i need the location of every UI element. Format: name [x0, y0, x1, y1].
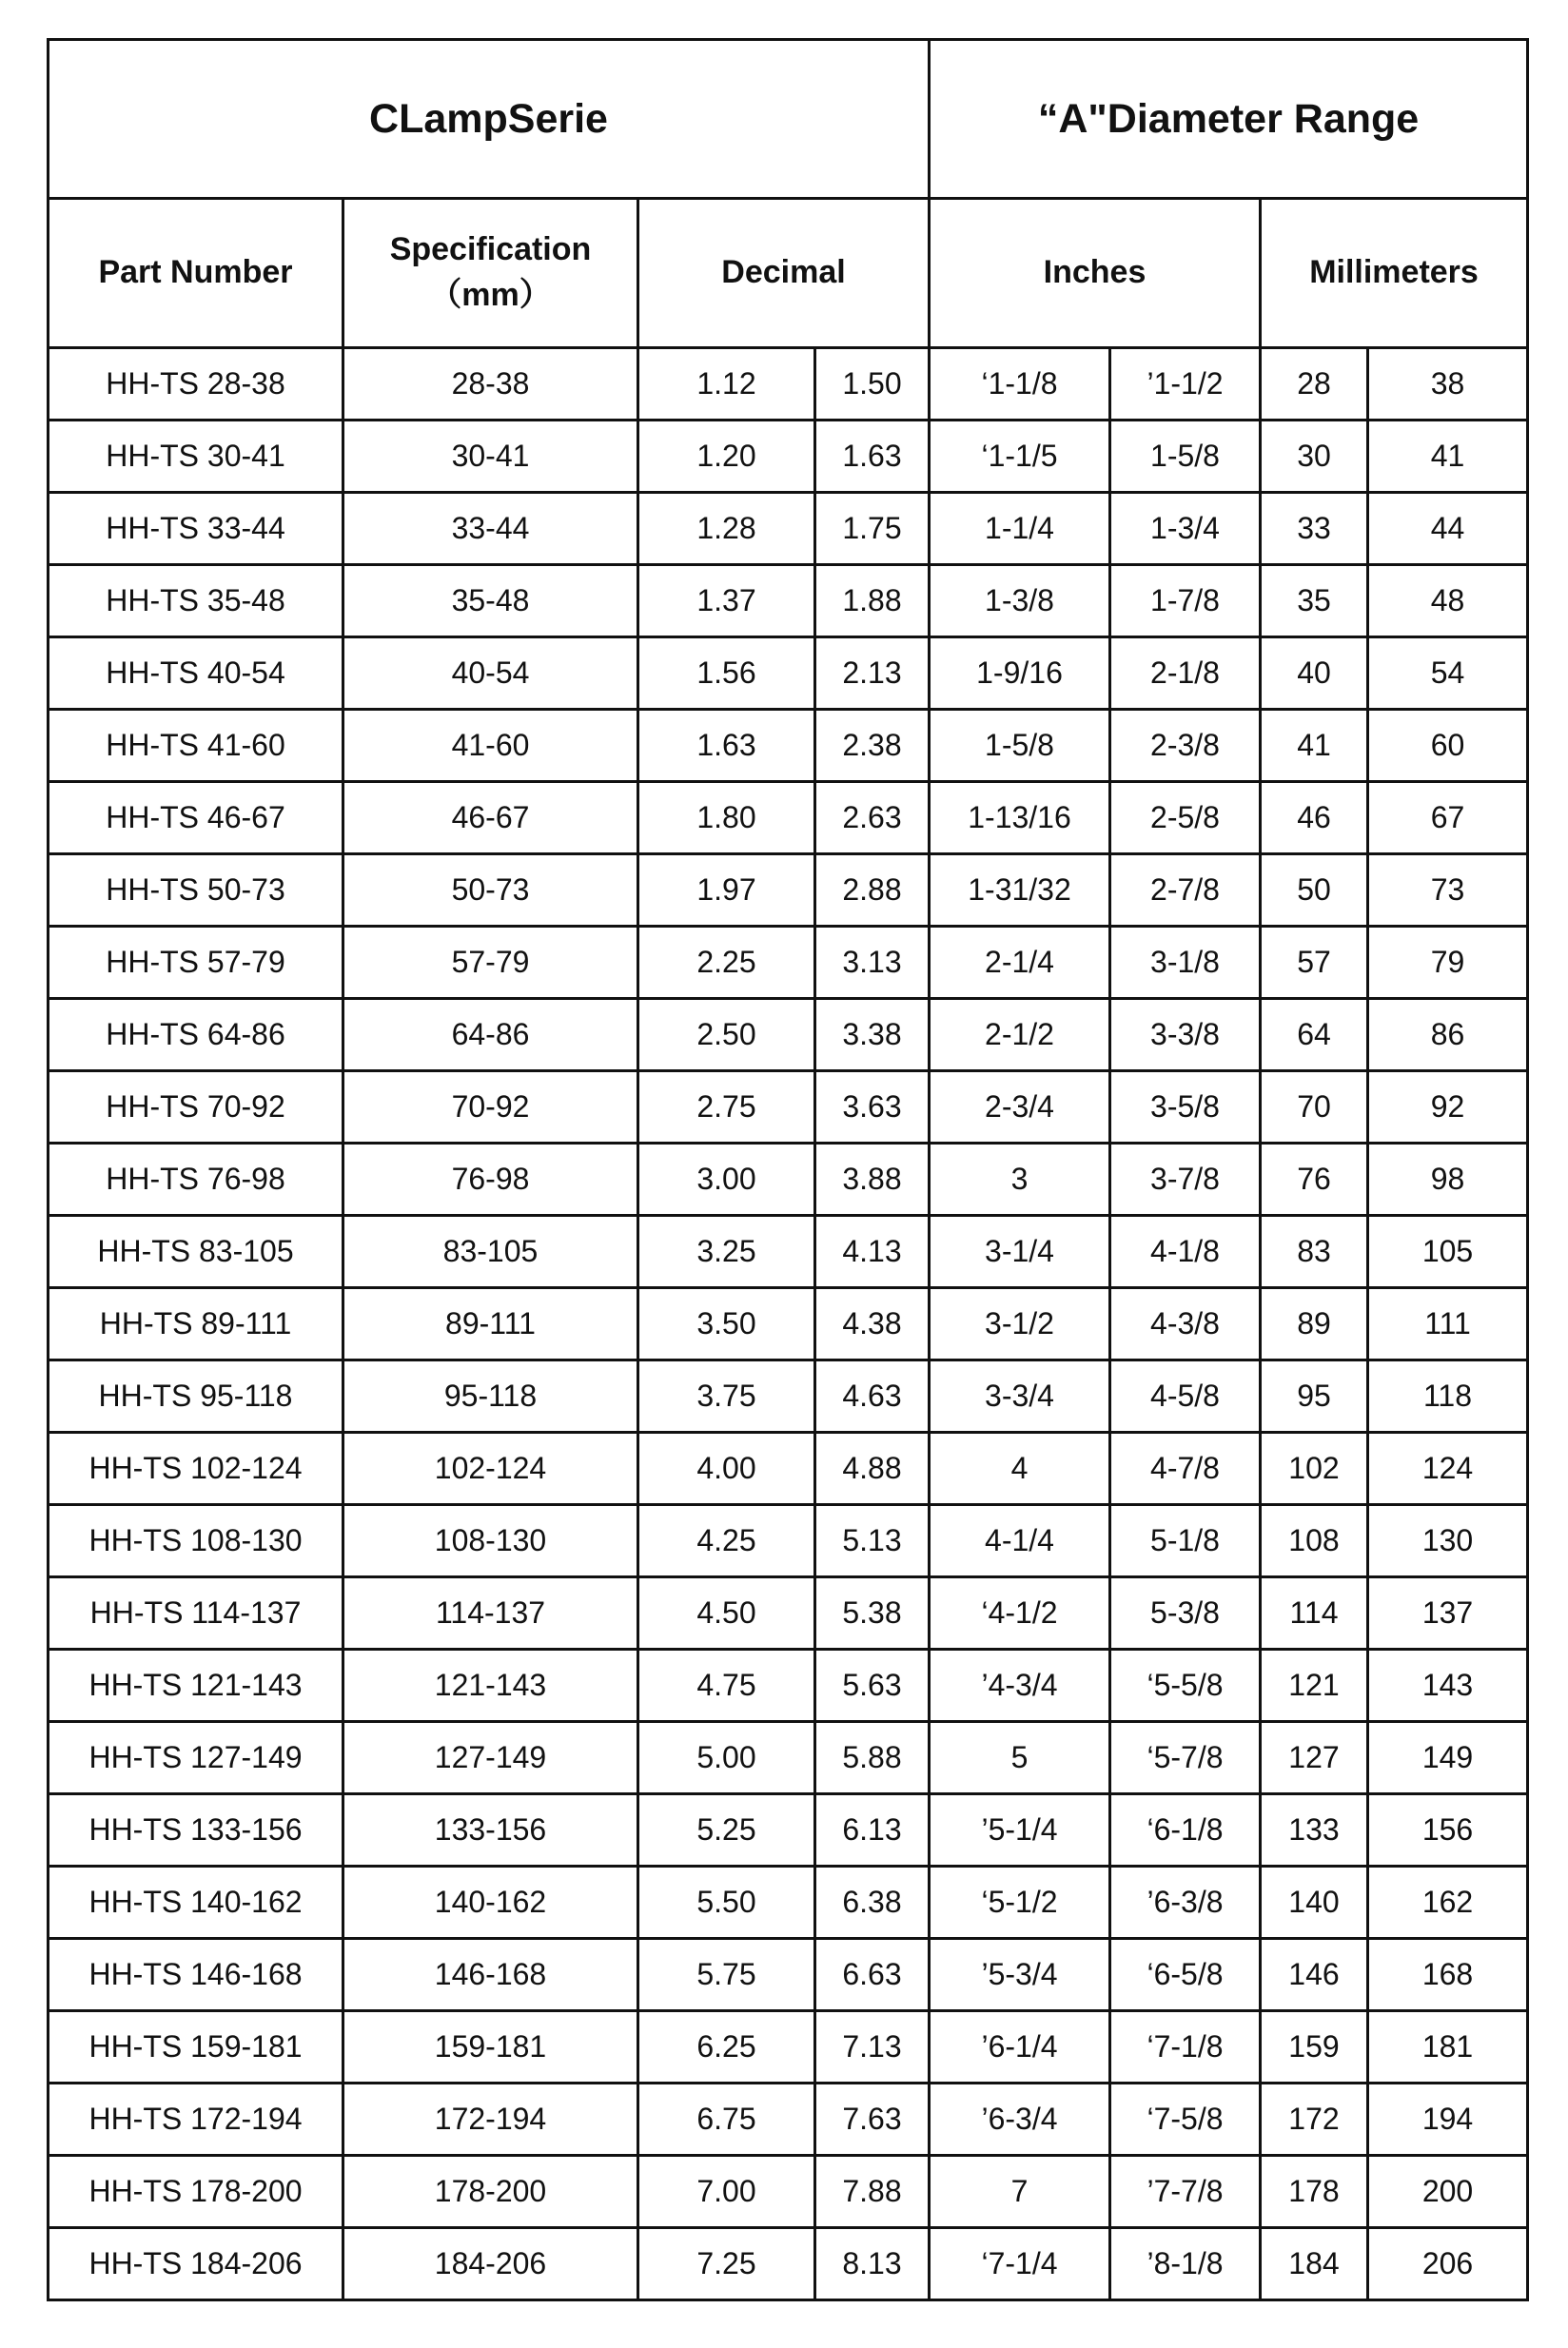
inches-min-cell: 1-13/16 [930, 782, 1110, 854]
specification-cell: 108-130 [343, 1505, 638, 1577]
millimeters-max-cell: 130 [1368, 1505, 1528, 1577]
decimal-max-cell: 2.88 [815, 854, 930, 927]
table-row [49, 1722, 1528, 1794]
decimal-min-cell: 1.20 [638, 421, 815, 493]
table-row [49, 637, 1528, 710]
millimeters-max-cell: 137 [1368, 1577, 1528, 1650]
millimeters-min-cell: 46 [1261, 782, 1368, 854]
millimeters-min-cell: 70 [1261, 1071, 1368, 1144]
specification-cell: 95-118 [343, 1360, 638, 1433]
millimeters-max-cell: 67 [1368, 782, 1528, 854]
inches-max-cell: 2-7/8 [1110, 854, 1261, 927]
specification-cell: 46-67 [343, 782, 638, 854]
table-row [49, 2228, 1528, 2300]
table-row [49, 710, 1528, 782]
title-row [49, 40, 1528, 199]
millimeters-min-cell: 33 [1261, 493, 1368, 565]
part-number-cell: HH-TS 50-73 [49, 854, 343, 927]
specification-cell: 146-168 [343, 1939, 638, 2011]
millimeters-max-cell: 41 [1368, 421, 1528, 493]
inches-max-cell: ’1-1/2 [1110, 348, 1261, 421]
decimal-max-cell: 5.13 [815, 1505, 930, 1577]
decimal-max-cell: 2.38 [815, 710, 930, 782]
millimeters-min-cell: 108 [1261, 1505, 1368, 1577]
millimeters-min-cell: 159 [1261, 2011, 1368, 2084]
decimal-min-cell: 4.75 [638, 1650, 815, 1722]
millimeters-min-cell: 40 [1261, 637, 1368, 710]
specification-cell: 114-137 [343, 1577, 638, 1650]
millimeters-min-cell: 140 [1261, 1867, 1368, 1939]
table-body [49, 348, 1528, 2300]
decimal-min-cell: 5.75 [638, 1939, 815, 2011]
part-number-cell: HH-TS 159-181 [49, 2011, 343, 2084]
table-row [49, 1360, 1528, 1433]
inches-max-cell: 4-5/8 [1110, 1360, 1261, 1433]
millimeters-max-cell: 54 [1368, 637, 1528, 710]
part-number-cell: HH-TS 102-124 [49, 1433, 343, 1505]
decimal-min-cell: 2.75 [638, 1071, 815, 1144]
decimal-min-cell: 1.80 [638, 782, 815, 854]
inches-min-cell: 1-5/8 [930, 710, 1110, 782]
decimal-min-cell: 2.50 [638, 999, 815, 1071]
part-number-cell: HH-TS 57-79 [49, 927, 343, 999]
millimeters-max-cell: 200 [1368, 2156, 1528, 2228]
millimeters-max-cell: 60 [1368, 710, 1528, 782]
specification-cell: 50-73 [343, 854, 638, 927]
inches-max-cell: 3-5/8 [1110, 1071, 1261, 1144]
specification-cell: 41-60 [343, 710, 638, 782]
inches-max-cell: 2-3/8 [1110, 710, 1261, 782]
specification-cell: 140-162 [343, 1867, 638, 1939]
specification-cell: 33-44 [343, 493, 638, 565]
inches-min-cell: 3-1/2 [930, 1288, 1110, 1360]
inches-max-cell: ‘7-5/8 [1110, 2084, 1261, 2156]
millimeters-max-cell: 73 [1368, 854, 1528, 927]
specification-cell: 70-92 [343, 1071, 638, 1144]
millimeters-max-cell: 194 [1368, 2084, 1528, 2156]
decimal-min-cell: 5.50 [638, 1867, 815, 1939]
millimeters-min-cell: 133 [1261, 1794, 1368, 1867]
millimeters-max-cell: 98 [1368, 1144, 1528, 1216]
millimeters-min-cell: 89 [1261, 1288, 1368, 1360]
specification-cell: 127-149 [343, 1722, 638, 1794]
inches-min-cell: 4 [930, 1433, 1110, 1505]
inches-min-cell: ‘7-1/4 [930, 2228, 1110, 2300]
inches-max-cell: ’6-3/8 [1110, 1867, 1261, 1939]
decimal-min-cell: 1.97 [638, 854, 815, 927]
part-number-cell: HH-TS 121-143 [49, 1650, 343, 1722]
inches-max-cell: ‘5-7/8 [1110, 1722, 1261, 1794]
millimeters-min-cell: 83 [1261, 1216, 1368, 1288]
inches-max-cell: 2-1/8 [1110, 637, 1261, 710]
table-row [49, 854, 1528, 927]
millimeters-min-cell: 178 [1261, 2156, 1368, 2228]
decimal-max-cell: 7.13 [815, 2011, 930, 2084]
millimeters-min-cell: 95 [1261, 1360, 1368, 1433]
inches-header: Inches [930, 199, 1261, 348]
millimeters-min-cell: 102 [1261, 1433, 1368, 1505]
specification-cell: 133-156 [343, 1794, 638, 1867]
inches-min-cell: ’5-1/4 [930, 1794, 1110, 1867]
inches-max-cell: ’7-7/8 [1110, 2156, 1261, 2228]
millimeters-max-cell: 162 [1368, 1867, 1528, 1939]
decimal-min-cell: 3.00 [638, 1144, 815, 1216]
table-row [49, 1577, 1528, 1650]
part-number-cell: HH-TS 108-130 [49, 1505, 343, 1577]
inches-max-cell: 4-7/8 [1110, 1433, 1261, 1505]
inches-min-cell: 3-3/4 [930, 1360, 1110, 1433]
decimal-max-cell: 6.38 [815, 1867, 930, 1939]
decimal-min-cell: 4.00 [638, 1433, 815, 1505]
specification-cell: 102-124 [343, 1433, 638, 1505]
millimeters-min-cell: 64 [1261, 999, 1368, 1071]
millimeters-min-cell: 28 [1261, 348, 1368, 421]
specification-cell: 40-54 [343, 637, 638, 710]
inches-min-cell: 2-3/4 [930, 1071, 1110, 1144]
inches-min-cell: ‘1-1/8 [930, 348, 1110, 421]
specification-cell: 159-181 [343, 2011, 638, 2084]
decimal-max-cell: 7.88 [815, 2156, 930, 2228]
decimal-max-cell: 6.13 [815, 1794, 930, 1867]
clamp-spec-table [47, 38, 1529, 2301]
inches-min-cell: ’4-3/4 [930, 1650, 1110, 1722]
part-number-cell: HH-TS 140-162 [49, 1867, 343, 1939]
clamp-series-title: CLampSerie [49, 40, 930, 199]
table-row [49, 2156, 1528, 2228]
specification-cell: 89-111 [343, 1288, 638, 1360]
decimal-min-cell: 7.25 [638, 2228, 815, 2300]
column-header-row [49, 199, 1528, 348]
part-number-header: Part Number [49, 199, 343, 348]
table-row [49, 1144, 1528, 1216]
table-row [49, 782, 1528, 854]
decimal-max-cell: 7.63 [815, 2084, 930, 2156]
part-number-cell: HH-TS 146-168 [49, 1939, 343, 2011]
decimal-min-cell: 4.50 [638, 1577, 815, 1650]
millimeters-header: Millimeters [1261, 199, 1528, 348]
millimeters-max-cell: 44 [1368, 493, 1528, 565]
decimal-min-cell: 1.37 [638, 565, 815, 637]
decimal-max-cell: 5.38 [815, 1577, 930, 1650]
table-row [49, 1071, 1528, 1144]
millimeters-max-cell: 92 [1368, 1071, 1528, 1144]
decimal-min-cell: 3.25 [638, 1216, 815, 1288]
inches-max-cell: ‘6-5/8 [1110, 1939, 1261, 2011]
decimal-max-cell: 5.88 [815, 1722, 930, 1794]
specification-cell: 178-200 [343, 2156, 638, 2228]
part-number-cell: HH-TS 70-92 [49, 1071, 343, 1144]
inches-max-cell: 4-3/8 [1110, 1288, 1261, 1360]
inches-max-cell: ‘5-5/8 [1110, 1650, 1261, 1722]
millimeters-min-cell: 30 [1261, 421, 1368, 493]
inches-max-cell: 5-3/8 [1110, 1577, 1261, 1650]
specification-header [343, 199, 638, 348]
table-row [49, 348, 1528, 421]
decimal-max-cell: 4.13 [815, 1216, 930, 1288]
part-number-cell: HH-TS 95-118 [49, 1360, 343, 1433]
decimal-max-cell: 3.88 [815, 1144, 930, 1216]
decimal-max-cell: 6.63 [815, 1939, 930, 2011]
inches-min-cell: 4-1/4 [930, 1505, 1110, 1577]
millimeters-max-cell: 149 [1368, 1722, 1528, 1794]
table-row [49, 2084, 1528, 2156]
millimeters-max-cell: 181 [1368, 2011, 1528, 2084]
table-row [49, 1794, 1528, 1867]
table-row [49, 1867, 1528, 1939]
millimeters-max-cell: 79 [1368, 927, 1528, 999]
specification-cell: 76-98 [343, 1144, 638, 1216]
inches-min-cell: 1-3/8 [930, 565, 1110, 637]
specification-cell: 35-48 [343, 565, 638, 637]
inches-max-cell: 1-7/8 [1110, 565, 1261, 637]
decimal-min-cell: 5.00 [638, 1722, 815, 1794]
part-number-cell: HH-TS 83-105 [49, 1216, 343, 1288]
decimal-min-cell: 5.25 [638, 1794, 815, 1867]
part-number-cell: HH-TS 89-111 [49, 1288, 343, 1360]
millimeters-max-cell: 168 [1368, 1939, 1528, 2011]
part-number-cell: HH-TS 127-149 [49, 1722, 343, 1794]
millimeters-max-cell: 48 [1368, 565, 1528, 637]
decimal-max-cell: 4.63 [815, 1360, 930, 1433]
decimal-min-cell: 7.00 [638, 2156, 815, 2228]
inches-max-cell: 3-7/8 [1110, 1144, 1261, 1216]
decimal-min-cell: 1.12 [638, 348, 815, 421]
decimal-min-cell: 4.25 [638, 1505, 815, 1577]
specification-cell: 121-143 [343, 1650, 638, 1722]
table-row [49, 1939, 1528, 2011]
inches-min-cell: 3 [930, 1144, 1110, 1216]
millimeters-min-cell: 184 [1261, 2228, 1368, 2300]
inches-max-cell: 3-3/8 [1110, 999, 1261, 1071]
millimeters-min-cell: 121 [1261, 1650, 1368, 1722]
millimeters-max-cell: 38 [1368, 348, 1528, 421]
millimeters-min-cell: 57 [1261, 927, 1368, 999]
part-number-cell: HH-TS 76-98 [49, 1144, 343, 1216]
specification-cell: 64-86 [343, 999, 638, 1071]
table-row [49, 1650, 1528, 1722]
inches-min-cell: ‘4-1/2 [930, 1577, 1110, 1650]
decimal-min-cell: 6.75 [638, 2084, 815, 2156]
millimeters-min-cell: 146 [1261, 1939, 1368, 2011]
inches-max-cell: 4-1/8 [1110, 1216, 1261, 1288]
specification-cell: 83-105 [343, 1216, 638, 1288]
millimeters-min-cell: 41 [1261, 710, 1368, 782]
decimal-max-cell: 3.63 [815, 1071, 930, 1144]
inches-min-cell: 7 [930, 2156, 1110, 2228]
table-row [49, 927, 1528, 999]
part-number-cell: HH-TS 178-200 [49, 2156, 343, 2228]
part-number-cell: HH-TS 172-194 [49, 2084, 343, 2156]
decimal-max-cell: 3.13 [815, 927, 930, 999]
millimeters-min-cell: 172 [1261, 2084, 1368, 2156]
decimal-max-cell: 1.50 [815, 348, 930, 421]
inches-min-cell: 2-1/2 [930, 999, 1110, 1071]
decimal-min-cell: 6.25 [638, 2011, 815, 2084]
inches-max-cell: 3-1/8 [1110, 927, 1261, 999]
inches-min-cell: 3-1/4 [930, 1216, 1110, 1288]
inches-max-cell: 1-5/8 [1110, 421, 1261, 493]
millimeters-min-cell: 76 [1261, 1144, 1368, 1216]
specification-header-label: Specification [389, 231, 592, 268]
decimal-min-cell: 1.28 [638, 493, 815, 565]
decimal-min-cell: 3.75 [638, 1360, 815, 1433]
part-number-cell: HH-TS 41-60 [49, 710, 343, 782]
millimeters-max-cell: 111 [1368, 1288, 1528, 1360]
part-number-cell: HH-TS 184-206 [49, 2228, 343, 2300]
part-number-cell: HH-TS 35-48 [49, 565, 343, 637]
decimal-max-cell: 3.38 [815, 999, 930, 1071]
table-row [49, 493, 1528, 565]
decimal-max-cell: 8.13 [815, 2228, 930, 2300]
millimeters-max-cell: 156 [1368, 1794, 1528, 1867]
table-row [49, 1505, 1528, 1577]
inches-min-cell: 1-1/4 [930, 493, 1110, 565]
decimal-min-cell: 1.56 [638, 637, 815, 710]
decimal-max-cell: 2.13 [815, 637, 930, 710]
inches-max-cell: ’8-1/8 [1110, 2228, 1261, 2300]
millimeters-max-cell: 86 [1368, 999, 1528, 1071]
inches-min-cell: 1-9/16 [930, 637, 1110, 710]
part-number-cell: HH-TS 40-54 [49, 637, 343, 710]
inches-min-cell: ’5-3/4 [930, 1939, 1110, 2011]
decimal-max-cell: 5.63 [815, 1650, 930, 1722]
inches-min-cell: ‘5-1/2 [930, 1867, 1110, 1939]
millimeters-max-cell: 124 [1368, 1433, 1528, 1505]
inches-max-cell: ‘6-1/8 [1110, 1794, 1261, 1867]
part-number-cell: HH-TS 28-38 [49, 348, 343, 421]
millimeters-max-cell: 105 [1368, 1216, 1528, 1288]
inches-min-cell: 1-31/32 [930, 854, 1110, 927]
millimeters-min-cell: 35 [1261, 565, 1368, 637]
decimal-min-cell: 2.25 [638, 927, 815, 999]
decimal-max-cell: 4.38 [815, 1288, 930, 1360]
decimal-min-cell: 1.63 [638, 710, 815, 782]
table-row [49, 1216, 1528, 1288]
table-row [49, 999, 1528, 1071]
decimal-max-cell: 4.88 [815, 1433, 930, 1505]
inches-max-cell: 1-3/4 [1110, 493, 1261, 565]
decimal-max-cell: 1.63 [815, 421, 930, 493]
decimal-max-cell: 1.88 [815, 565, 930, 637]
specification-cell: 57-79 [343, 927, 638, 999]
millimeters-min-cell: 114 [1261, 1577, 1368, 1650]
table-row [49, 421, 1528, 493]
decimal-min-cell: 3.50 [638, 1288, 815, 1360]
specification-cell: 184-206 [343, 2228, 638, 2300]
millimeters-min-cell: 50 [1261, 854, 1368, 927]
specification-header-unit: （mm） [429, 277, 552, 313]
part-number-cell: HH-TS 46-67 [49, 782, 343, 854]
decimal-header: Decimal [638, 199, 930, 348]
decimal-max-cell: 2.63 [815, 782, 930, 854]
part-number-cell: HH-TS 33-44 [49, 493, 343, 565]
inches-min-cell: ’6-1/4 [930, 2011, 1110, 2084]
part-number-cell: HH-TS 133-156 [49, 1794, 343, 1867]
table-row [49, 1433, 1528, 1505]
inches-min-cell: 2-1/4 [930, 927, 1110, 999]
millimeters-max-cell: 118 [1368, 1360, 1528, 1433]
inches-min-cell: 5 [930, 1722, 1110, 1794]
specification-cell: 172-194 [343, 2084, 638, 2156]
table-row [49, 1288, 1528, 1360]
millimeters-max-cell: 206 [1368, 2228, 1528, 2300]
millimeters-min-cell: 127 [1261, 1722, 1368, 1794]
inches-min-cell: ‘1-1/5 [930, 421, 1110, 493]
table-row [49, 2011, 1528, 2084]
part-number-cell: HH-TS 64-86 [49, 999, 343, 1071]
part-number-cell: HH-TS 30-41 [49, 421, 343, 493]
diameter-range-title: “A"Diameter Range [930, 40, 1528, 199]
table-row [49, 565, 1528, 637]
inches-max-cell: 5-1/8 [1110, 1505, 1261, 1577]
decimal-max-cell: 1.75 [815, 493, 930, 565]
part-number-cell: HH-TS 114-137 [49, 1577, 343, 1650]
specification-cell: 30-41 [343, 421, 638, 493]
millimeters-max-cell: 143 [1368, 1650, 1528, 1722]
inches-max-cell: 2-5/8 [1110, 782, 1261, 854]
inches-max-cell: ‘7-1/8 [1110, 2011, 1261, 2084]
inches-min-cell: ’6-3/4 [930, 2084, 1110, 2156]
specification-cell: 28-38 [343, 348, 638, 421]
